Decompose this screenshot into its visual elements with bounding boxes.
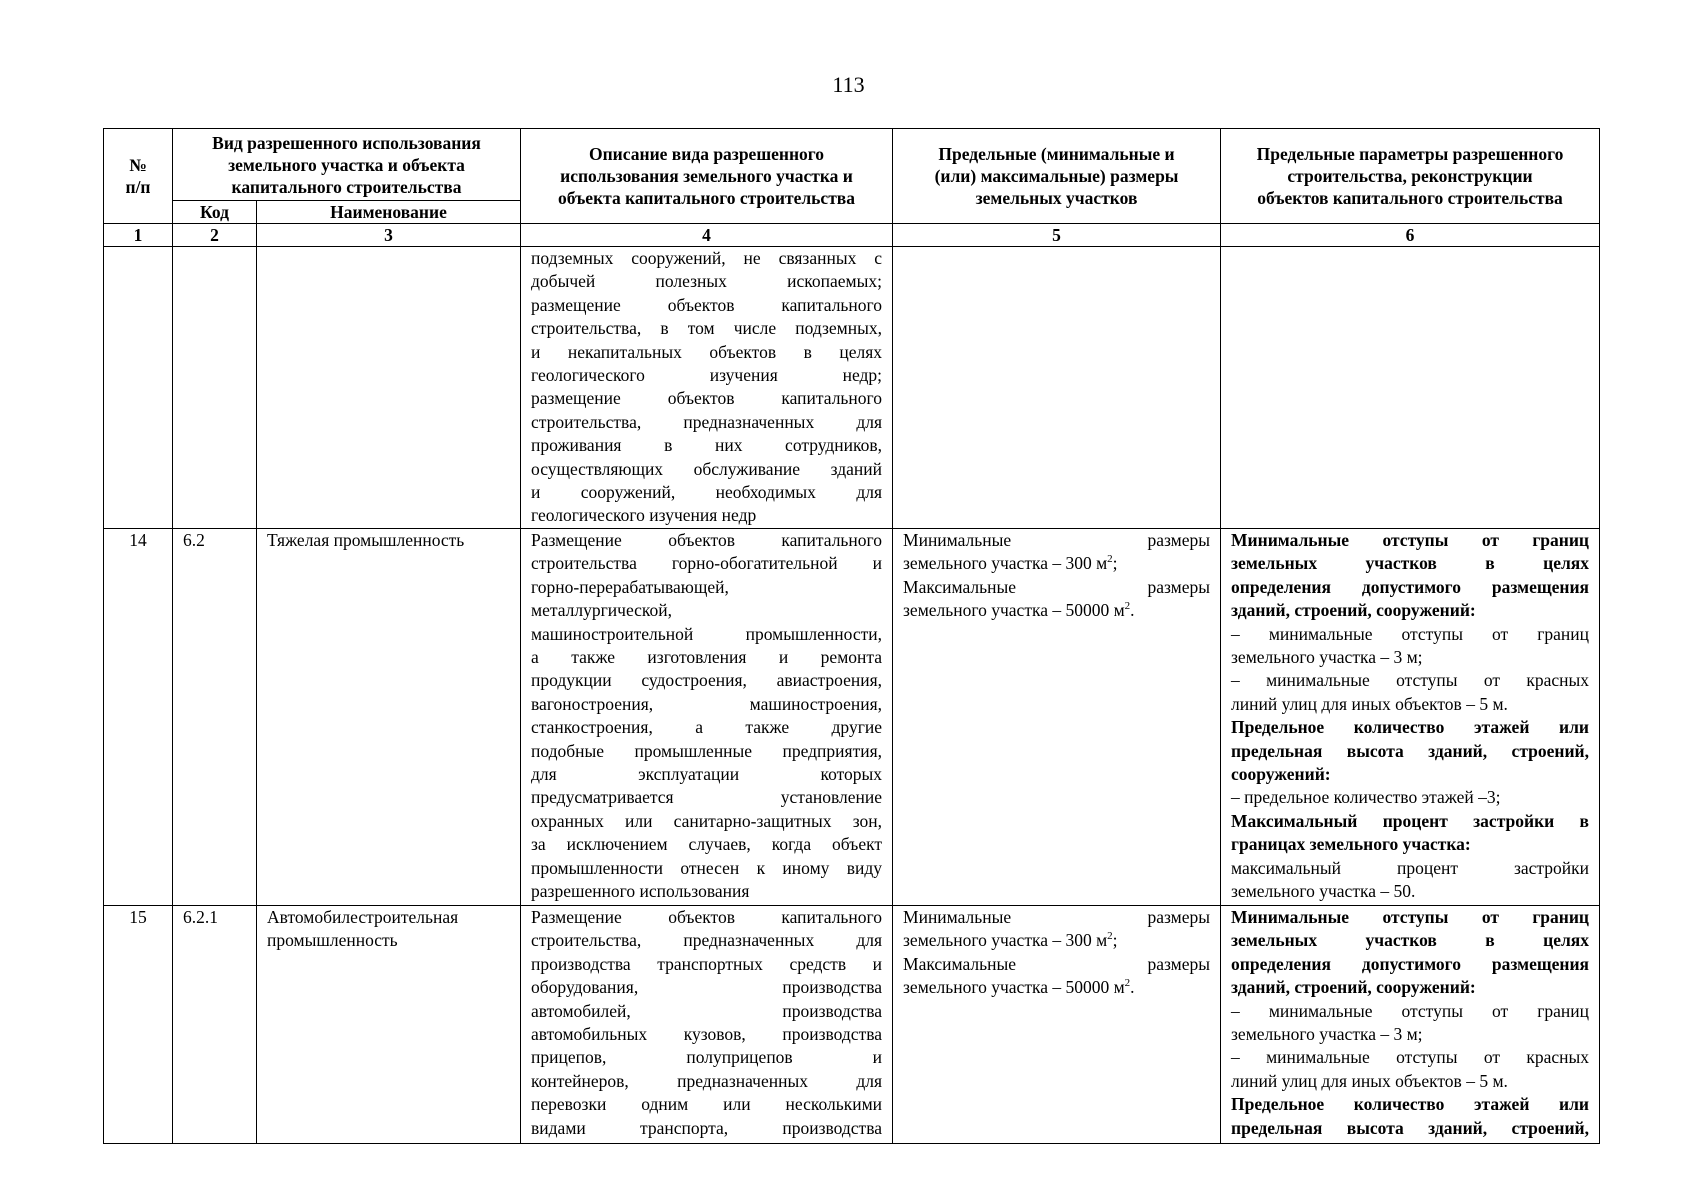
row-name bbox=[257, 247, 521, 529]
row-code bbox=[173, 247, 257, 529]
header-sizes: Предельные (минимальные и (или) максимальные) размеры земельных участков bbox=[893, 129, 1221, 224]
row-sizes: Минимальные размеры земельного участка – 300 $м^2$; Максимальные размеры земельного участка – 50000 $м^2$. bbox=[893, 906, 1221, 1144]
table-row bbox=[104, 529, 1600, 906]
column-number: 6 bbox=[1221, 224, 1600, 247]
header-use-type: Вид разрешенного использования земельного участка и объекта капитального строительства bbox=[173, 129, 521, 201]
row-description: подземных сооружений, не связанных с добычей полезных ископаемых; размещение объектов капитального строительства, в том числе подземных, и некапитальных объектов в целях геологического изучения недр; размещение объектов капитального строительства, предназначенных для проживания в них сотрудников, осуществляющих обслуживание зданий и сооружений, необходимых для геологического изучения недр bbox=[521, 247, 893, 529]
row-name: Тяжелая промышленность bbox=[257, 529, 521, 906]
header-params: Предельные параметры разрешенного строительства, реконструкции объектов капитального строительства bbox=[1221, 129, 1600, 224]
table-row bbox=[104, 247, 1600, 529]
header-code: Код bbox=[173, 201, 257, 224]
header-name: Наименование bbox=[257, 201, 521, 224]
row-params: Минимальные отступы от границ земельных участков в целях определения допустимого размещения зданий, строений, сооружений: – минимальные отступы от границ земельного участка – 3 м; – минимальные отступы от красных линий улиц для иных объектов – 5 м. Предельное количество этажей или предельная высота зданий, строений, bbox=[1221, 906, 1600, 1144]
column-number: 3 bbox=[257, 224, 521, 247]
row-number: 14 bbox=[104, 529, 173, 906]
row-sizes: Минимальные размеры земельного участка – 300 $м^2$; Максимальные размеры земельного участка – 50000 $м^2$. bbox=[893, 529, 1221, 906]
column-number: 1 bbox=[104, 224, 173, 247]
row-sizes bbox=[893, 247, 1221, 529]
land-use-table bbox=[103, 128, 1600, 1144]
row-description: Размещение объектов капитального строительства горно-обогатительной и горно-перерабатывающей, металлургической, машиностроительной промышленности, а также изготовления и ремонта продукции судостроения, авиастроения, вагоностроения, машиностроения, станкостроения, а также другие подобные промышленные предприятия, для эксплуатации которых предусматривается установление охранных или санитарно-защитных зон, за исключением случаев, когда объект промышленности отнесен к иному виду разрешенного использования bbox=[521, 529, 893, 906]
header-description: Описание вида разрешенного использования земельного участка и объекта капитального строительства bbox=[521, 129, 893, 224]
row-number bbox=[104, 247, 173, 529]
row-code: 6.2 bbox=[173, 529, 257, 906]
table-row bbox=[104, 906, 1600, 1144]
column-number: 5 bbox=[893, 224, 1221, 247]
page-number: 113 bbox=[832, 72, 865, 97]
row-params: Минимальные отступы от границ земельных участков в целях определения допустимого размещения зданий, строений, сооружений: – минимальные отступы от границ земельного участка – 3 м; – минимальные отступы от красных линий улиц для иных объектов – 5 м. Предельное количество этажей или предельная высота зданий, строений, сооружений: – предельное количество этажей –3; Максимальный процент застройки в границах земельного участка: максимальный процент застройки земельного участка – 50. bbox=[1221, 529, 1600, 906]
header-number: № п/п bbox=[104, 129, 173, 224]
row-description: Размещение объектов капитального строительства, предназначенных для производства транспортных средств и оборудования, производства автомобилей, производства автомобильных кузовов, производства прицепов, полуприцепов и контейнеров, предназначенных для перевозки одним или несколькими видами транспорта, производства bbox=[521, 906, 893, 1144]
row-params bbox=[1221, 247, 1600, 529]
column-number: 4 bbox=[521, 224, 893, 247]
column-number: 2 bbox=[173, 224, 257, 247]
row-name: Автомобилестроительная промышленность bbox=[257, 906, 521, 1144]
row-number: 15 bbox=[104, 906, 173, 1144]
row-code: 6.2.1 bbox=[173, 906, 257, 1144]
